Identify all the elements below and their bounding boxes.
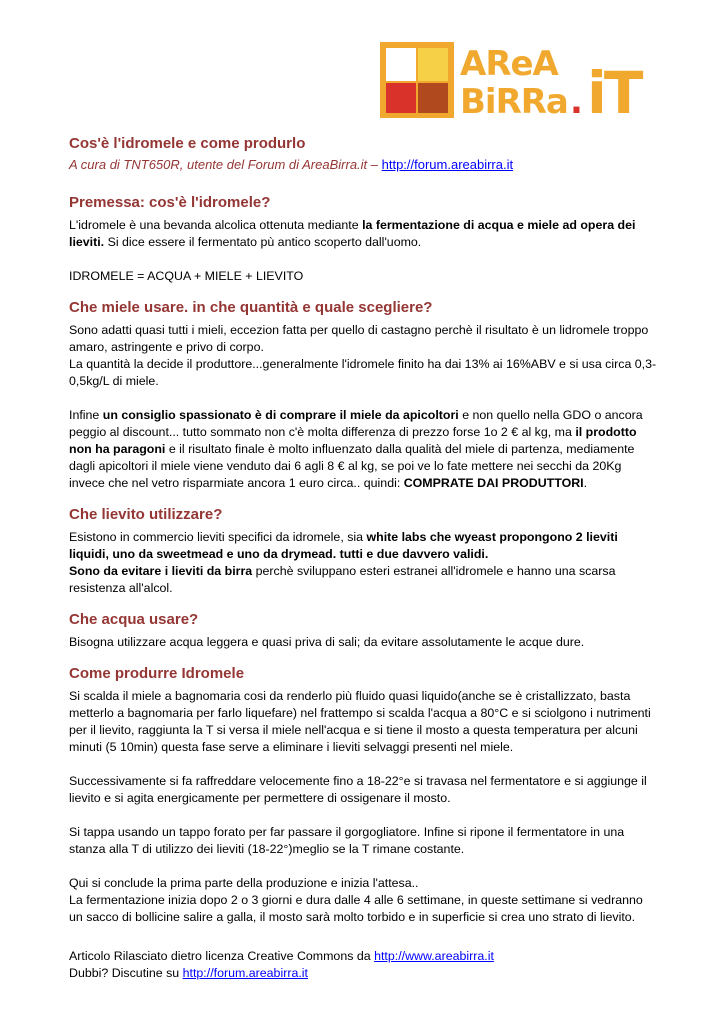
- logo-text-area: AReA: [460, 44, 558, 84]
- produrre-paragraph-2: Successivamente si fa raffreddare velocemente fino a 18-22°e si travasa nel fermentatore e si aggiunge il lievito e si agita energicamente per permettere di ossigenare il mosto.: [69, 774, 647, 805]
- footer-line-1: [69, 948, 659, 965]
- miele-paragraph-1: Sono adatti quasi tutti i mieli, eccezion fatta per quello di castagno perchè il risultato è un lidromele troppo amaro, astringente e privo di corpo.: [69, 323, 649, 354]
- text-run: L'idromele è una bevanda alcolica ottenuta mediante: [69, 218, 363, 232]
- formula-line: IDROMELE = ACQUA + MIELE + LIEVITO: [69, 269, 304, 283]
- lievito-paragraph-2: [69, 563, 659, 597]
- heading-premessa: Premessa: cos'è l'idromele?: [69, 194, 271, 211]
- lievito-paragraph-1: [69, 529, 659, 563]
- section-lievito: [69, 505, 659, 597]
- text-run: e non quello nella GDO o ancora peggio al discount... tutto sommato non c'è molta differenza di prezzo forse 1o 2 € al kg, ma: [69, 408, 643, 439]
- bold-run: un consiglio spassionato è di comprare il miele da apicoltori: [102, 408, 459, 422]
- text-run: e il risultato finale è molto influenzato dalla qualità del miele di partenza, mediamente dagli apicoltori il miele viene venduto dai 6 agli 8 € al kg, se poi ve lo fate mettere nei secchi da 20Kg invece che nel vetro risparmiate ancora 1 euro circa.. quindi:: [69, 442, 635, 490]
- premessa-paragraph: [69, 217, 659, 251]
- heading-acqua: Che acqua usare?: [69, 611, 199, 628]
- footer: [69, 948, 659, 982]
- forum-footer-link[interactable]: http://forum.areabirra.it: [182, 966, 308, 980]
- acqua-paragraph: Bisogna utilizzare acqua leggera e quasi priva di sali; da evitare assolutamente le acque dure.: [69, 635, 585, 649]
- footer-line-2: [69, 965, 659, 982]
- heading-produrre: Come produrre Idromele: [69, 665, 245, 682]
- miele-paragraph-3: [69, 407, 659, 492]
- text-run: Si dice essere il fermentato pù antico scoperto dall'uomo.: [104, 235, 422, 249]
- page-title: Cos'è l'idromele e come produrlo: [69, 135, 306, 152]
- text-run: Esistono in commercio lieviti specifici da idromele, sia: [69, 530, 367, 544]
- section-produrre: [69, 664, 659, 926]
- produrre-paragraph-3: Si tappa usando un tappo forato per far passare il gorgogliatore. Infine si ripone il fermentatore in una stanza alla T di utilizzo dei lieviti (18-22°)meglio se la T rimane costante.: [69, 825, 625, 856]
- logo-text-it: iT: [587, 59, 641, 120]
- bold-run: COMPRATE DAI PRODUTTORI: [403, 476, 584, 490]
- bold-run: Sono da evitare i lieviti da birra: [69, 564, 253, 578]
- byline-text: A cura di TNT650R, utente del Forum di AreaBirra.it –: [69, 157, 382, 172]
- heading-miele: Che miele usare. in che quantità e quale scegliere?: [69, 299, 433, 316]
- logo-text-dot: .: [570, 82, 583, 120]
- footer-text: Articolo Rilasciato dietro licenza Creative Commons da: [69, 949, 375, 963]
- logo-text-birra: BiRRa: [460, 82, 568, 120]
- article-body: [69, 134, 659, 926]
- miele-paragraph-2: La quantità la decide il produttore...generalmente l'idromele finito ha dai 13% ai 16%ABV e si usa circa 0,3-0,5kg/L di miele.: [69, 357, 657, 388]
- text-run: perchè sviluppano esteri estranei all'idromele e hanno una scarsa resistenza all'alcol.: [69, 564, 616, 595]
- section-miele: [69, 298, 659, 492]
- footer-text: Dubbi? Discutine su: [69, 966, 183, 980]
- bold-run: la fermentazione di acqua e miele ad opera dei lieviti.: [69, 218, 636, 249]
- heading-lievito: Che lievito utilizzare?: [69, 506, 223, 523]
- forum-link[interactable]: http://forum.areabirra.it: [381, 157, 514, 172]
- produrre-paragraph-4a: Qui si conclude la prima parte della produzione e inizia l'attesa..: [69, 876, 419, 890]
- text-run: Infine: [69, 408, 103, 422]
- produrre-paragraph-1: Si scalda il miele a bagnomaria cosi da renderlo più fluido quasi liquido(anche se è cristallizzato, basta metterlo a bagnomaria per farlo liquefare) nel frattempo si scalda l'acqua a 80°C e si sciolgono i nutrimenti per il lievito, raggiunta la T si versa il miele nell'acqua e si tiene il mosto a questa temperatura per alcuni minuti (5 10min) questa fase serve a eliminare i lieviti selvaggi presenti nel miele.: [69, 689, 651, 754]
- produrre-paragraph-4b: La fermentazione inizia dopo 2 o 3 giorni e dura dalle 4 alle 6 settimane, in queste settimane si vedranno un sacco di bollicine salire a galla, il mosto sarà molto torbido e in superficie si crea uno strato di lievito.: [69, 893, 643, 924]
- byline: [69, 156, 659, 174]
- areabirra-logo: [380, 42, 662, 120]
- section-acqua: [69, 610, 659, 651]
- bold-run: il prodotto non ha paragoni: [69, 425, 637, 456]
- text-run: .: [583, 476, 588, 490]
- website-link[interactable]: http://www.areabirra.it: [374, 949, 494, 963]
- section-premessa: [69, 193, 659, 285]
- bold-run: white labs che wyeast propongono 2 lieviti liquidi, uno da sweetmead e uno da drymead. tutti e due davvero validi.: [69, 530, 618, 561]
